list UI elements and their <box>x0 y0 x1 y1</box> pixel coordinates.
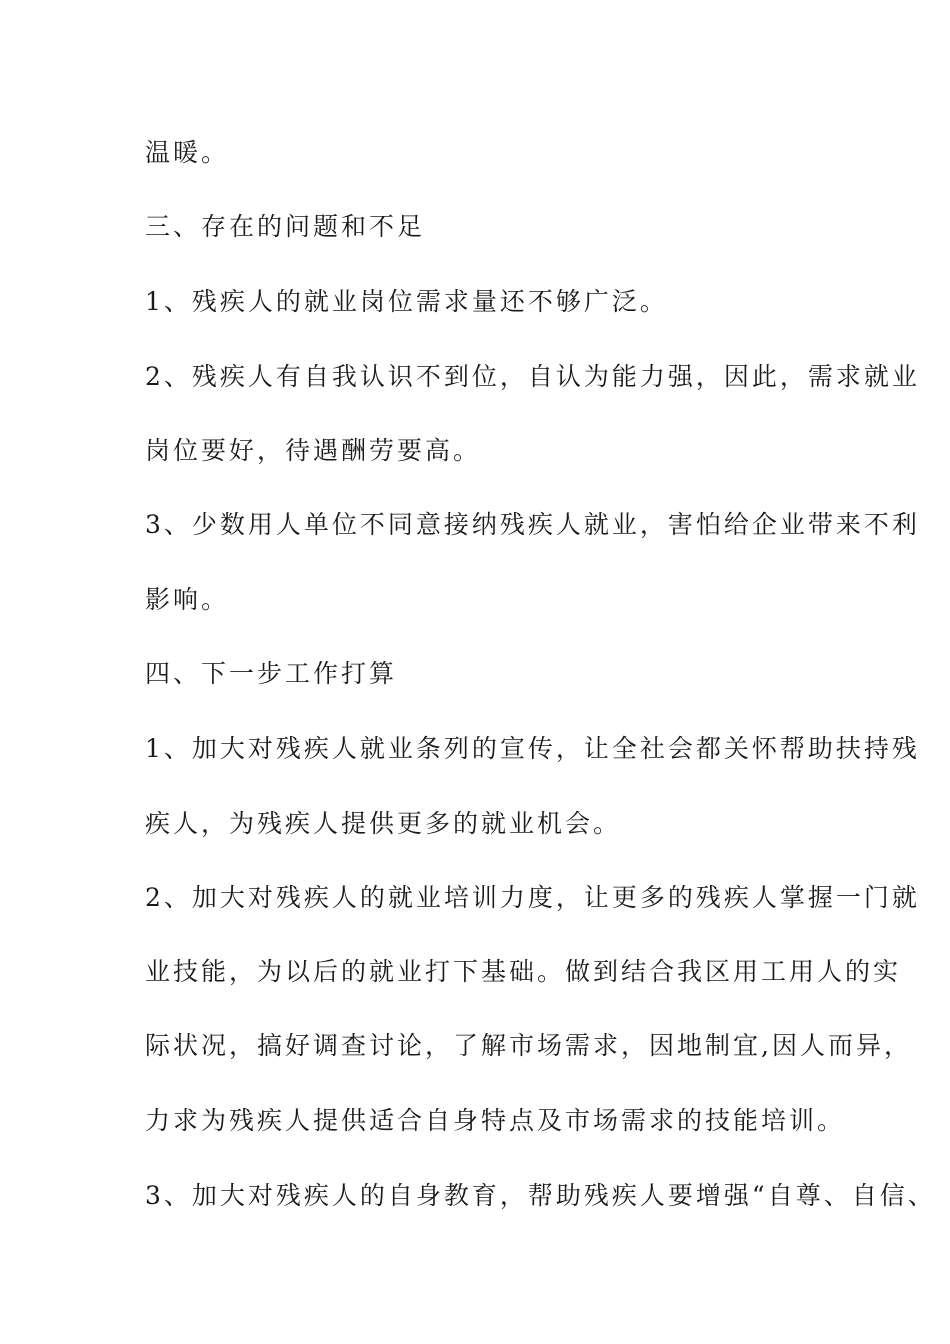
plan-item-1-continued: 疾人，为残疾人提供更多的就业机会。 <box>145 809 622 838</box>
problem-item-1: 1、残疾人的就业岗位需求量还不够广泛。 <box>145 287 668 316</box>
section-heading-problems: 三、存在的问题和不足 <box>145 212 426 241</box>
problem-item-3: 3、少数用人单位不同意接纳残疾人就业，害怕给企业带来不利 <box>145 510 920 539</box>
section-heading-next-steps: 四、下一步工作打算 <box>145 659 398 688</box>
plan-item-3: 3、加大对残疾人的自身教育，帮助残疾人要增强“自尊、自信、 <box>145 1181 936 1210</box>
problem-item-2: 2、残疾人有自我认识不到位，自认为能力强，因此，需求就业 <box>145 362 920 391</box>
plan-item-2: 2、加大对残疾人的就业培训力度，让更多的残疾人掌握一门就 <box>145 883 920 912</box>
problem-item-3-continued: 影响。 <box>145 585 230 614</box>
plan-item-2-continued-1: 业技能，为以后的就业打下基础。做到结合我区用工用人的实 <box>145 957 902 986</box>
plan-item-2-continued-2: 际状况，搞好调查讨论，了解市场需求，因地制宜,因人而异， <box>145 1031 912 1060</box>
plan-item-1: 1、加大对残疾人就业条列的宣传，让全社会都关怀帮助扶持残 <box>145 734 920 763</box>
plan-item-2-continued-3: 力求为残疾人提供适合自身特点及市场需求的技能培训。 <box>145 1106 846 1135</box>
text-line-continuation: 温暖。 <box>145 138 230 167</box>
problem-item-2-continued: 岗位要好，待遇酬劳要高。 <box>145 436 482 465</box>
